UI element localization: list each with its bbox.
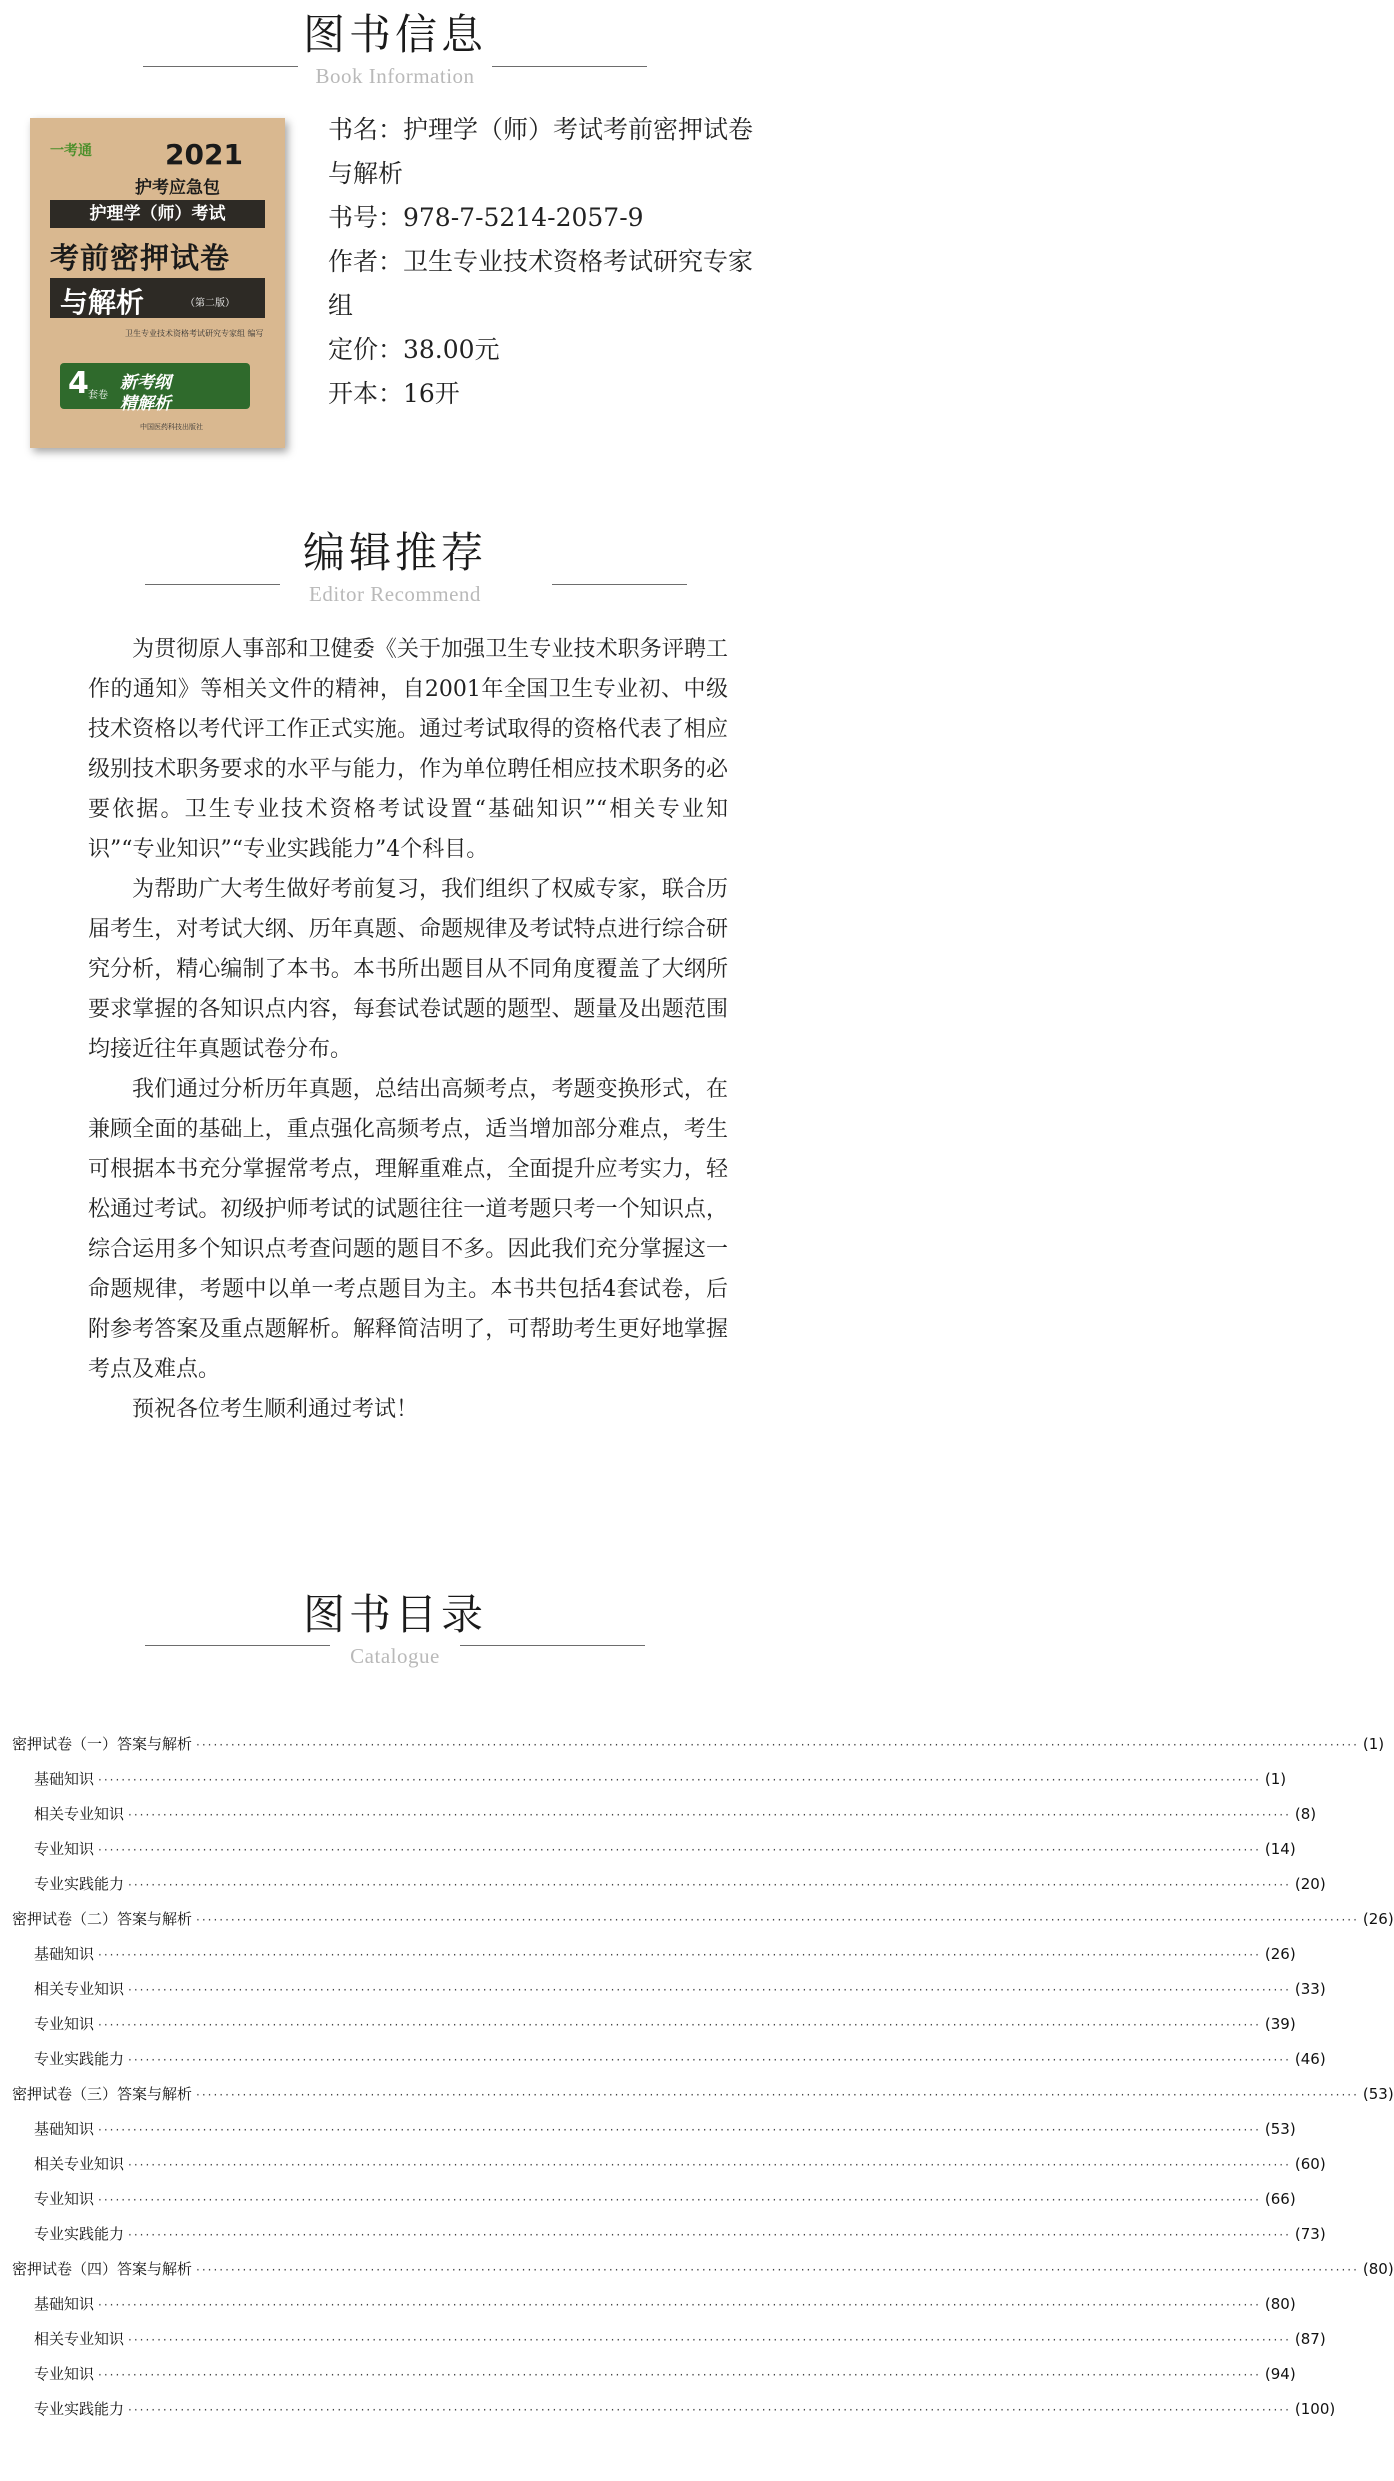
toc-leader-dots: ········································································································································································································ — [128, 2403, 1291, 2417]
toc-label: 专业知识 — [34, 1840, 95, 1858]
toc-page-number: (8) — [1294, 1805, 1317, 1823]
editor-recommendation — [88, 630, 728, 1430]
toc-label: 专业实践能力 — [34, 2400, 125, 2418]
toc-leader-dots: ········································································································································································································ — [98, 2298, 1261, 2312]
toc-section — [12, 2357, 1296, 2392]
toc-page-number: (1) — [1362, 1735, 1385, 1753]
toc-label: 专业知识 — [34, 2365, 95, 2383]
toc-page-number: (20) — [1294, 1875, 1326, 1893]
cover-badge-line2: 精解析 — [120, 394, 171, 414]
toc-section — [12, 1867, 1326, 1902]
toc-leader-dots: ········································································································································································································ — [196, 2263, 1359, 2277]
toc-page-number: (46) — [1294, 2050, 1326, 2068]
book-info-subtitle: Book Information — [315, 64, 475, 88]
toc-page-number: (60) — [1294, 2155, 1326, 2173]
toc-leader-dots: ········································································································································································································ — [128, 2333, 1291, 2347]
rec-paragraph: 预祝各位考生顺利通过考试！ — [132, 1397, 419, 1422]
toc-page-number: (1) — [1264, 1770, 1287, 1788]
toc-section — [12, 1762, 1287, 1797]
toc-leader-dots: ········································································································································································································ — [128, 2053, 1291, 2067]
cover-edition: （第二版） — [185, 298, 235, 309]
toc-page-number: (33) — [1294, 1980, 1326, 1998]
toc-page-number: (80) — [1264, 2295, 1296, 2313]
toc-page-number: (26) — [1362, 1910, 1394, 1928]
editor-title: 编辑推荐 — [302, 528, 487, 577]
toc-chapter — [12, 2077, 1394, 2112]
book-info-title: 图书信息 — [302, 10, 487, 59]
book-author: 作者：卫生专业技术资格考试研究专家组 — [328, 247, 754, 320]
toc-label: 专业实践能力 — [34, 2050, 125, 2068]
toc-section — [12, 2182, 1296, 2217]
editor-subtitle: Editor Recommend — [309, 582, 481, 606]
toc-chapter — [12, 1902, 1394, 1937]
book-info-line-left — [143, 66, 298, 67]
book-cover — [30, 118, 285, 448]
book-isbn: 书号：978-7-5214-2057-9 — [328, 203, 644, 232]
toc-leader-dots: ········································································································································································································ — [128, 1808, 1291, 1822]
toc-label: 密押试卷（四）答案与解析 — [12, 2260, 193, 2278]
catalogue-line-left — [145, 1645, 330, 1646]
catalogue-header — [0, 1590, 790, 1668]
toc-label: 密押试卷（三）答案与解析 — [12, 2085, 193, 2103]
toc-leader-dots: ········································································································································································································ — [128, 2228, 1291, 2242]
toc-label: 专业实践能力 — [34, 2225, 125, 2243]
toc-leader-dots: ········································································································································································································ — [128, 2158, 1291, 2172]
toc-leader-dots: ········································································································································································································ — [196, 1913, 1359, 1927]
book-format: 开本：16开 — [328, 379, 460, 408]
cover-exam: 护理学（师）考试 — [50, 200, 265, 228]
toc-section — [12, 1832, 1296, 1867]
toc-page-number: (94) — [1264, 2365, 1296, 2383]
toc-page-number: (100) — [1294, 2400, 1336, 2418]
book-info-details — [328, 108, 768, 416]
toc-section — [12, 2007, 1296, 2042]
toc-label: 相关专业知识 — [34, 2330, 125, 2348]
rec-paragraph: 为帮助广大考生做好考前复习，我们组织了权威专家，联合历届考生，对考试大纲、历年真题、命题规律及考试特点进行综合研究分析，精心编制了本书。本书所出题目从不同角度覆盖了大纲所要求掌握的各知识点内容，每套试卷试题的题型、题量及出题范围均接近往年真题试卷分布。 — [88, 877, 728, 1062]
cover-logo: 一考通 — [50, 143, 92, 159]
toc-leader-dots: ········································································································································································································ — [98, 1773, 1261, 1787]
toc-label: 相关专业知识 — [34, 2155, 125, 2173]
toc-section — [12, 1937, 1296, 1972]
catalogue-title: 图书目录 — [302, 1590, 487, 1639]
toc-page-number: (73) — [1294, 2225, 1326, 2243]
toc-section — [12, 2392, 1336, 2427]
toc-label: 基础知识 — [34, 2120, 95, 2138]
toc-leader-dots: ········································································································································································································ — [98, 2123, 1261, 2137]
toc-leader-dots: ········································································································································································································ — [98, 2018, 1261, 2032]
cover-author: 卫生专业技术资格考试研究专家组 编写 — [125, 329, 264, 338]
toc-label: 密押试卷（二）答案与解析 — [12, 1910, 193, 1928]
book-price: 定价：38.00元 — [328, 335, 500, 364]
book-info-header — [0, 10, 790, 88]
cover-series: 护考应急包 — [135, 178, 220, 198]
book-info-line-right — [492, 66, 647, 67]
toc-page-number: (53) — [1362, 2085, 1394, 2103]
toc-leader-dots: ········································································································································································································ — [128, 1983, 1291, 1997]
toc-leader-dots: ········································································································································································································ — [98, 2193, 1261, 2207]
rec-paragraph: 我们通过分析历年真题，总结出高频考点，考题变换形式，在兼顾全面的基础上，重点强化高频考点，适当增加部分难点，考生可根据本书充分掌握常考点，理解重难点，全面提升应考实力，轻松通过考试。初级护师考试的试题往往一道考题只考一个知识点，综合运用多个知识点考查问题的题目不多。因此我们充分掌握这一命题规律，考题中以单一考点题目为主。本书共包括4套试卷，后附参考答案及重点题解析。解释简洁明了，可帮助考生更好地掌握考点及难点。 — [88, 1077, 728, 1382]
toc-page-number: (80) — [1362, 2260, 1394, 2278]
toc-page-number: (87) — [1294, 2330, 1326, 2348]
cover-main-title-2: 与解析 — [60, 286, 145, 319]
toc-leader-dots: ········································································································································································································ — [128, 1878, 1291, 1892]
toc-leader-dots: ········································································································································································································ — [98, 2368, 1261, 2382]
editor-line-left — [145, 584, 280, 585]
cover-publisher: 中国医药科技出版社 — [140, 423, 203, 431]
toc-page-number: (14) — [1264, 1840, 1296, 1858]
toc-chapter — [12, 2252, 1394, 2287]
toc-label: 专业知识 — [34, 2190, 95, 2208]
toc-label: 专业实践能力 — [34, 1875, 125, 1893]
toc-leader-dots: ········································································································································································································ — [196, 1738, 1359, 1752]
cover-badge-number: 4 — [68, 366, 89, 401]
toc-label: 基础知识 — [34, 1770, 95, 1788]
toc-leader-dots: ········································································································································································································ — [98, 1948, 1261, 1962]
toc-section — [12, 2042, 1326, 2077]
cover-badge-unit: 套卷 — [88, 390, 108, 401]
toc-page-number: (39) — [1264, 2015, 1296, 2033]
toc-label: 专业知识 — [34, 2015, 95, 2033]
toc-page-number: (26) — [1264, 1945, 1296, 1963]
cover-main-title-1: 考前密押试卷 — [50, 241, 231, 275]
toc-label: 密押试卷（一）答案与解析 — [12, 1735, 193, 1753]
book-name: 书名：护理学（师）考试考前密押试卷与解析 — [328, 115, 754, 188]
rec-paragraph: 为贯彻原人事部和卫健委《关于加强卫生专业技术职务评聘工作的通知》等相关文件的精神，自2001年全国卫生专业初、中级技术资格以考代评工作正式实施。通过考试取得的资格代表了相应级别技术职务要求的水平与能力，作为单位聘任相应技术职务的必要依据。卫生专业技术资格考试设置“基础知识”“相关专业知识”“专业知识”“专业实践能力”4个科目。 — [88, 637, 728, 862]
toc-leader-dots: ········································································································································································································ — [196, 2088, 1359, 2102]
toc-label: 基础知识 — [34, 1945, 95, 1963]
toc-section — [12, 1972, 1326, 2007]
toc-section — [12, 2147, 1326, 2182]
toc-page-number: (66) — [1264, 2190, 1296, 2208]
toc-section — [12, 2217, 1326, 2252]
toc-label: 相关专业知识 — [34, 1980, 125, 1998]
toc-label: 基础知识 — [34, 2295, 95, 2313]
editor-line-right — [552, 584, 687, 585]
toc-section — [12, 2287, 1296, 2322]
table-of-contents — [12, 1727, 1394, 2427]
catalogue-line-right — [460, 1645, 645, 1646]
catalogue-subtitle: Catalogue — [350, 1644, 440, 1668]
toc-label: 相关专业知识 — [34, 1805, 125, 1823]
toc-section — [12, 2322, 1326, 2357]
cover-badge-line1: 新考纲 — [120, 373, 171, 393]
toc-leader-dots: ········································································································································································································ — [98, 1843, 1261, 1857]
editor-header — [0, 528, 790, 606]
cover-year: 2021 — [165, 138, 243, 171]
toc-chapter — [12, 1727, 1385, 1762]
toc-section — [12, 1797, 1317, 1832]
toc-page-number: (53) — [1264, 2120, 1296, 2138]
toc-section — [12, 2112, 1296, 2147]
